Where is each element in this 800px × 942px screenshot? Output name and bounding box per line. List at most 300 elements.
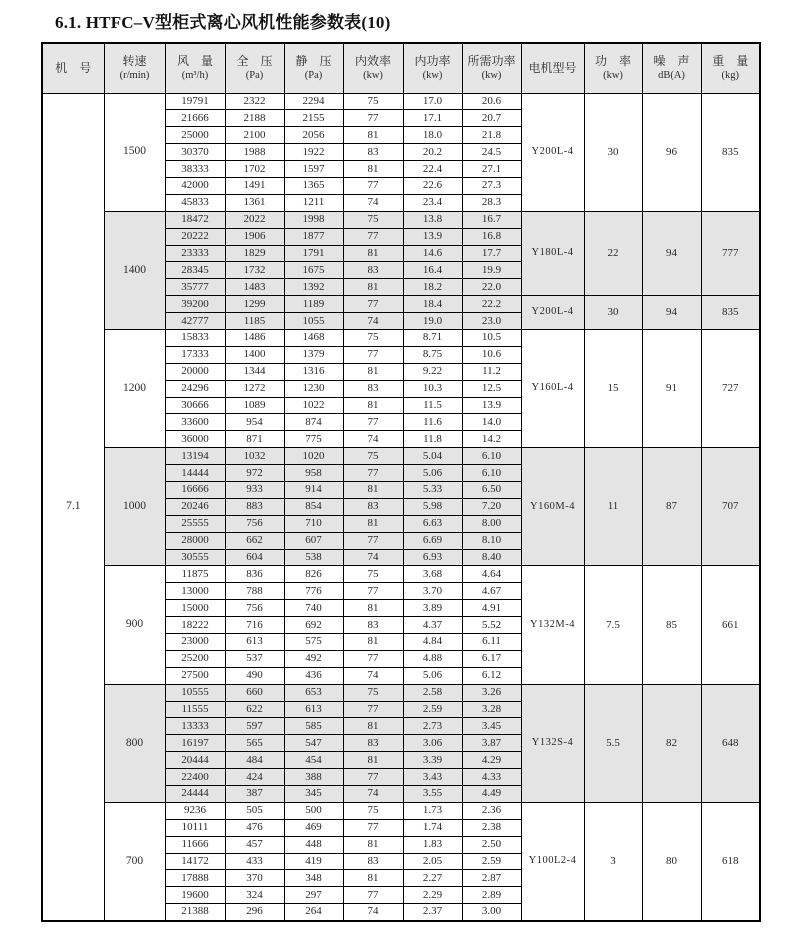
internal-power-cell: 2.73 bbox=[403, 718, 462, 735]
required-power-cell: 4.64 bbox=[462, 566, 521, 583]
total-pressure-cell: 1829 bbox=[225, 245, 284, 262]
total-pressure-cell: 565 bbox=[225, 735, 284, 752]
static-pressure-cell: 2056 bbox=[284, 127, 343, 144]
required-power-cell: 5.52 bbox=[462, 617, 521, 634]
efficiency-cell: 74 bbox=[343, 431, 403, 448]
required-power-cell: 6.10 bbox=[462, 448, 521, 465]
required-power-cell: 10.6 bbox=[462, 346, 521, 363]
required-power-cell: 3.45 bbox=[462, 718, 521, 735]
weight-cell: 661 bbox=[701, 566, 760, 684]
total-pressure-cell: 2100 bbox=[225, 127, 284, 144]
table-header bbox=[42, 43, 760, 93]
speed-cell: 1200 bbox=[104, 329, 165, 447]
efficiency-cell: 77 bbox=[343, 296, 403, 313]
noise-cell: 91 bbox=[642, 329, 701, 447]
static-pressure-cell: 740 bbox=[284, 600, 343, 617]
header-efficiency-label: 内效率 bbox=[354, 54, 391, 69]
header-motor-model-label: 电机型号 bbox=[528, 60, 577, 75]
efficiency-cell: 77 bbox=[343, 110, 403, 127]
header-efficiency bbox=[343, 43, 403, 93]
header-flow bbox=[165, 43, 225, 93]
flow-cell: 33600 bbox=[165, 414, 225, 431]
flow-cell: 25200 bbox=[165, 650, 225, 667]
efficiency-cell: 81 bbox=[343, 515, 403, 532]
static-pressure-cell: 2155 bbox=[284, 110, 343, 127]
internal-power-cell: 14.6 bbox=[403, 245, 462, 262]
flow-cell: 20444 bbox=[165, 752, 225, 769]
total-pressure-cell: 2022 bbox=[225, 211, 284, 228]
static-pressure-cell: 1922 bbox=[284, 144, 343, 161]
total-pressure-cell: 1361 bbox=[225, 194, 284, 211]
static-pressure-cell: 1189 bbox=[284, 296, 343, 313]
flow-cell: 17888 bbox=[165, 870, 225, 887]
internal-power-cell: 13.9 bbox=[403, 228, 462, 245]
total-pressure-cell: 424 bbox=[225, 769, 284, 786]
internal-power-cell: 3.43 bbox=[403, 769, 462, 786]
motor-model-cell: Y200L-4 bbox=[521, 93, 584, 211]
internal-power-cell: 4.88 bbox=[403, 650, 462, 667]
flow-cell: 42777 bbox=[165, 313, 225, 330]
internal-power-cell: 2.37 bbox=[403, 904, 462, 921]
header-machine-no-label: 机 号 bbox=[55, 60, 92, 75]
motor-model-cell: Y132M-4 bbox=[521, 566, 584, 684]
flow-cell: 24296 bbox=[165, 380, 225, 397]
required-power-cell: 23.0 bbox=[462, 313, 521, 330]
total-pressure-cell: 716 bbox=[225, 617, 284, 634]
machine-no-cell: 7.1 bbox=[42, 93, 104, 921]
flow-cell: 38333 bbox=[165, 161, 225, 178]
efficiency-cell: 75 bbox=[343, 329, 403, 346]
total-pressure-cell: 387 bbox=[225, 786, 284, 803]
required-power-cell: 19.9 bbox=[462, 262, 521, 279]
speed-cell: 900 bbox=[104, 566, 165, 684]
static-pressure-cell: 854 bbox=[284, 498, 343, 515]
flow-cell: 18472 bbox=[165, 211, 225, 228]
total-pressure-cell: 457 bbox=[225, 836, 284, 853]
speed-cell: 800 bbox=[104, 684, 165, 802]
static-pressure-cell: 500 bbox=[284, 802, 343, 819]
internal-power-cell: 3.68 bbox=[403, 566, 462, 583]
efficiency-cell: 74 bbox=[343, 549, 403, 566]
efficiency-cell: 83 bbox=[343, 735, 403, 752]
flow-cell: 15000 bbox=[165, 600, 225, 617]
internal-power-cell: 17.0 bbox=[403, 93, 462, 110]
internal-power-cell: 9.22 bbox=[403, 363, 462, 380]
header-total-pressure-label: 全 压 bbox=[236, 54, 273, 69]
internal-power-cell: 18.4 bbox=[403, 296, 462, 313]
internal-power-cell: 11.8 bbox=[403, 431, 462, 448]
internal-power-cell: 3.55 bbox=[403, 786, 462, 803]
efficiency-cell: 81 bbox=[343, 870, 403, 887]
total-pressure-cell: 505 bbox=[225, 802, 284, 819]
efficiency-cell: 81 bbox=[343, 245, 403, 262]
internal-power-cell: 4.84 bbox=[403, 634, 462, 651]
static-pressure-cell: 388 bbox=[284, 769, 343, 786]
header-motor-model bbox=[521, 43, 584, 93]
total-pressure-cell: 433 bbox=[225, 853, 284, 870]
internal-power-cell: 11.5 bbox=[403, 397, 462, 414]
static-pressure-cell: 958 bbox=[284, 465, 343, 482]
motor-model-cell: Y100L2-4 bbox=[521, 802, 584, 920]
static-pressure-cell: 264 bbox=[284, 904, 343, 921]
efficiency-cell: 74 bbox=[343, 194, 403, 211]
table-row bbox=[42, 448, 760, 465]
required-power-cell: 21.8 bbox=[462, 127, 521, 144]
efficiency-cell: 81 bbox=[343, 752, 403, 769]
static-pressure-cell: 1597 bbox=[284, 161, 343, 178]
internal-power-cell: 2.29 bbox=[403, 887, 462, 904]
static-pressure-cell: 826 bbox=[284, 566, 343, 583]
required-power-cell: 6.12 bbox=[462, 667, 521, 684]
required-power-cell: 4.67 bbox=[462, 583, 521, 600]
table-body bbox=[42, 93, 760, 921]
internal-power-cell: 13.8 bbox=[403, 211, 462, 228]
internal-power-cell: 5.04 bbox=[403, 448, 462, 465]
internal-power-cell: 1.73 bbox=[403, 802, 462, 819]
flow-cell: 16197 bbox=[165, 735, 225, 752]
total-pressure-cell: 1089 bbox=[225, 397, 284, 414]
internal-power-cell: 2.27 bbox=[403, 870, 462, 887]
weight-cell: 777 bbox=[701, 211, 760, 295]
flow-cell: 42000 bbox=[165, 177, 225, 194]
efficiency-cell: 77 bbox=[343, 414, 403, 431]
header-flow-unit: (m³/h) bbox=[181, 70, 209, 82]
noise-cell: 94 bbox=[642, 296, 701, 330]
weight-cell: 707 bbox=[701, 448, 760, 566]
static-pressure-cell: 613 bbox=[284, 701, 343, 718]
header-noise-unit: dB(A) bbox=[658, 70, 685, 82]
required-power-cell: 16.7 bbox=[462, 211, 521, 228]
required-power-cell: 2.89 bbox=[462, 887, 521, 904]
header-speed-label: 转速 bbox=[122, 54, 147, 69]
speed-cell: 1500 bbox=[104, 93, 165, 211]
efficiency-cell: 81 bbox=[343, 634, 403, 651]
header-required-power-unit: (kw) bbox=[481, 70, 502, 82]
table-row bbox=[42, 211, 760, 228]
efficiency-cell: 77 bbox=[343, 769, 403, 786]
total-pressure-cell: 1988 bbox=[225, 144, 284, 161]
table-row bbox=[42, 684, 760, 701]
flow-cell: 35777 bbox=[165, 279, 225, 296]
internal-power-cell: 6.63 bbox=[403, 515, 462, 532]
static-pressure-cell: 914 bbox=[284, 481, 343, 498]
static-pressure-cell: 710 bbox=[284, 515, 343, 532]
motor-model-cell: Y180L-4 bbox=[521, 211, 584, 295]
speed-cell: 700 bbox=[104, 802, 165, 920]
required-power-cell: 2.38 bbox=[462, 819, 521, 836]
internal-power-cell: 8.71 bbox=[403, 329, 462, 346]
required-power-cell: 4.91 bbox=[462, 600, 521, 617]
flow-cell: 23333 bbox=[165, 245, 225, 262]
efficiency-cell: 77 bbox=[343, 650, 403, 667]
required-power-cell: 8.40 bbox=[462, 549, 521, 566]
header-internal-power-label: 内功率 bbox=[414, 54, 451, 69]
flow-cell: 30666 bbox=[165, 397, 225, 414]
total-pressure-cell: 788 bbox=[225, 583, 284, 600]
efficiency-cell: 74 bbox=[343, 667, 403, 684]
static-pressure-cell: 345 bbox=[284, 786, 343, 803]
internal-power-cell: 4.37 bbox=[403, 617, 462, 634]
total-pressure-cell: 756 bbox=[225, 600, 284, 617]
weight-cell: 618 bbox=[701, 802, 760, 920]
total-pressure-cell: 622 bbox=[225, 701, 284, 718]
total-pressure-cell: 756 bbox=[225, 515, 284, 532]
header-total-pressure bbox=[225, 43, 284, 93]
flow-cell: 28000 bbox=[165, 532, 225, 549]
flow-cell: 20246 bbox=[165, 498, 225, 515]
internal-power-cell: 5.06 bbox=[403, 465, 462, 482]
total-pressure-cell: 296 bbox=[225, 904, 284, 921]
efficiency-cell: 77 bbox=[343, 701, 403, 718]
efficiency-cell: 81 bbox=[343, 279, 403, 296]
fan-performance-table bbox=[41, 42, 761, 922]
header-noise-label: 噪 声 bbox=[653, 54, 690, 69]
required-power-cell: 3.26 bbox=[462, 684, 521, 701]
efficiency-cell: 74 bbox=[343, 313, 403, 330]
header-total-pressure-unit: (Pa) bbox=[245, 70, 264, 82]
required-power-cell: 22.2 bbox=[462, 296, 521, 313]
internal-power-cell: 5.33 bbox=[403, 481, 462, 498]
static-pressure-cell: 585 bbox=[284, 718, 343, 735]
flow-cell: 13194 bbox=[165, 448, 225, 465]
motor-power-cell: 5.5 bbox=[584, 684, 642, 802]
total-pressure-cell: 836 bbox=[225, 566, 284, 583]
efficiency-cell: 81 bbox=[343, 363, 403, 380]
efficiency-cell: 77 bbox=[343, 465, 403, 482]
noise-cell: 94 bbox=[642, 211, 701, 295]
flow-cell: 25000 bbox=[165, 127, 225, 144]
internal-power-cell: 3.39 bbox=[403, 752, 462, 769]
motor-model-cell: Y160M-4 bbox=[521, 448, 584, 566]
required-power-cell: 12.5 bbox=[462, 380, 521, 397]
static-pressure-cell: 1379 bbox=[284, 346, 343, 363]
noise-cell: 80 bbox=[642, 802, 701, 920]
total-pressure-cell: 1483 bbox=[225, 279, 284, 296]
internal-power-cell: 6.69 bbox=[403, 532, 462, 549]
flow-cell: 45833 bbox=[165, 194, 225, 211]
noise-cell: 87 bbox=[642, 448, 701, 566]
internal-power-cell: 22.4 bbox=[403, 161, 462, 178]
header-motor-power-unit: (kw) bbox=[603, 70, 623, 82]
static-pressure-cell: 2294 bbox=[284, 93, 343, 110]
static-pressure-cell: 538 bbox=[284, 549, 343, 566]
header-flow-label: 风 量 bbox=[176, 54, 213, 69]
total-pressure-cell: 613 bbox=[225, 634, 284, 651]
flow-cell: 19791 bbox=[165, 93, 225, 110]
efficiency-cell: 83 bbox=[343, 498, 403, 515]
required-power-cell: 6.17 bbox=[462, 650, 521, 667]
required-power-cell: 6.50 bbox=[462, 481, 521, 498]
static-pressure-cell: 547 bbox=[284, 735, 343, 752]
flow-cell: 11875 bbox=[165, 566, 225, 583]
flow-cell: 28345 bbox=[165, 262, 225, 279]
static-pressure-cell: 1468 bbox=[284, 329, 343, 346]
internal-power-cell: 23.4 bbox=[403, 194, 462, 211]
flow-cell: 20000 bbox=[165, 363, 225, 380]
efficiency-cell: 77 bbox=[343, 583, 403, 600]
flow-cell: 18222 bbox=[165, 617, 225, 634]
header-static-pressure-unit: (Pa) bbox=[304, 70, 323, 82]
total-pressure-cell: 1344 bbox=[225, 363, 284, 380]
flow-cell: 13000 bbox=[165, 583, 225, 600]
total-pressure-cell: 954 bbox=[225, 414, 284, 431]
efficiency-cell: 77 bbox=[343, 177, 403, 194]
flow-cell: 24444 bbox=[165, 786, 225, 803]
efficiency-cell: 83 bbox=[343, 853, 403, 870]
header-motor-power-label: 功 率 bbox=[594, 54, 631, 69]
internal-power-cell: 3.89 bbox=[403, 600, 462, 617]
header-speed bbox=[104, 43, 165, 93]
internal-power-cell: 20.2 bbox=[403, 144, 462, 161]
total-pressure-cell: 370 bbox=[225, 870, 284, 887]
static-pressure-cell: 1675 bbox=[284, 262, 343, 279]
efficiency-cell: 77 bbox=[343, 819, 403, 836]
static-pressure-cell: 419 bbox=[284, 853, 343, 870]
header-weight-label: 重 量 bbox=[712, 54, 749, 69]
total-pressure-cell: 1185 bbox=[225, 313, 284, 330]
static-pressure-cell: 469 bbox=[284, 819, 343, 836]
header-weight-unit: (kg) bbox=[721, 70, 739, 82]
total-pressure-cell: 2322 bbox=[225, 93, 284, 110]
header-row bbox=[42, 43, 760, 93]
flow-cell: 11666 bbox=[165, 836, 225, 853]
total-pressure-cell: 972 bbox=[225, 465, 284, 482]
efficiency-cell: 81 bbox=[343, 718, 403, 735]
total-pressure-cell: 1299 bbox=[225, 296, 284, 313]
efficiency-cell: 74 bbox=[343, 904, 403, 921]
internal-power-cell: 16.4 bbox=[403, 262, 462, 279]
motor-power-cell: 30 bbox=[584, 93, 642, 211]
flow-cell: 30555 bbox=[165, 549, 225, 566]
total-pressure-cell: 660 bbox=[225, 684, 284, 701]
motor-power-cell: 7.5 bbox=[584, 566, 642, 684]
flow-cell: 14444 bbox=[165, 465, 225, 482]
total-pressure-cell: 662 bbox=[225, 532, 284, 549]
weight-cell: 727 bbox=[701, 329, 760, 447]
total-pressure-cell: 883 bbox=[225, 498, 284, 515]
static-pressure-cell: 297 bbox=[284, 887, 343, 904]
efficiency-cell: 75 bbox=[343, 684, 403, 701]
efficiency-cell: 81 bbox=[343, 836, 403, 853]
motor-power-cell: 30 bbox=[584, 296, 642, 330]
total-pressure-cell: 1702 bbox=[225, 161, 284, 178]
static-pressure-cell: 1392 bbox=[284, 279, 343, 296]
static-pressure-cell: 1020 bbox=[284, 448, 343, 465]
efficiency-cell: 77 bbox=[343, 346, 403, 363]
efficiency-cell: 75 bbox=[343, 448, 403, 465]
required-power-cell: 14.0 bbox=[462, 414, 521, 431]
static-pressure-cell: 448 bbox=[284, 836, 343, 853]
internal-power-cell: 3.06 bbox=[403, 735, 462, 752]
total-pressure-cell: 871 bbox=[225, 431, 284, 448]
internal-power-cell: 2.58 bbox=[403, 684, 462, 701]
efficiency-cell: 81 bbox=[343, 600, 403, 617]
flow-cell: 21666 bbox=[165, 110, 225, 127]
required-power-cell: 4.29 bbox=[462, 752, 521, 769]
static-pressure-cell: 454 bbox=[284, 752, 343, 769]
static-pressure-cell: 1791 bbox=[284, 245, 343, 262]
static-pressure-cell: 1022 bbox=[284, 397, 343, 414]
required-power-cell: 27.1 bbox=[462, 161, 521, 178]
motor-power-cell: 3 bbox=[584, 802, 642, 920]
efficiency-cell: 83 bbox=[343, 144, 403, 161]
required-power-cell: 17.7 bbox=[462, 245, 521, 262]
required-power-cell: 16.8 bbox=[462, 228, 521, 245]
weight-cell: 835 bbox=[701, 93, 760, 211]
required-power-cell: 8.00 bbox=[462, 515, 521, 532]
speed-cell: 1400 bbox=[104, 211, 165, 329]
efficiency-cell: 81 bbox=[343, 161, 403, 178]
required-power-cell: 14.2 bbox=[462, 431, 521, 448]
required-power-cell: 6.11 bbox=[462, 634, 521, 651]
static-pressure-cell: 607 bbox=[284, 532, 343, 549]
internal-power-cell: 3.70 bbox=[403, 583, 462, 600]
internal-power-cell: 19.0 bbox=[403, 313, 462, 330]
motor-power-cell: 22 bbox=[584, 211, 642, 295]
header-motor-power bbox=[584, 43, 642, 93]
efficiency-cell: 81 bbox=[343, 397, 403, 414]
total-pressure-cell: 476 bbox=[225, 819, 284, 836]
header-required-power bbox=[462, 43, 521, 93]
internal-power-cell: 2.59 bbox=[403, 701, 462, 718]
efficiency-cell: 75 bbox=[343, 566, 403, 583]
internal-power-cell: 18.2 bbox=[403, 279, 462, 296]
motor-model-cell: Y200L-4 bbox=[521, 296, 584, 330]
header-internal-power bbox=[403, 43, 462, 93]
total-pressure-cell: 324 bbox=[225, 887, 284, 904]
page-title: 6.1. HTFC–V型柜式离心风机性能参数表(10) bbox=[55, 13, 391, 32]
flow-cell: 27500 bbox=[165, 667, 225, 684]
header-noise bbox=[642, 43, 701, 93]
required-power-cell: 7.20 bbox=[462, 498, 521, 515]
total-pressure-cell: 490 bbox=[225, 667, 284, 684]
internal-power-cell: 1.83 bbox=[403, 836, 462, 853]
static-pressure-cell: 874 bbox=[284, 414, 343, 431]
static-pressure-cell: 492 bbox=[284, 650, 343, 667]
required-power-cell: 3.87 bbox=[462, 735, 521, 752]
speed-cell: 1000 bbox=[104, 448, 165, 566]
internal-power-cell: 10.3 bbox=[403, 380, 462, 397]
flow-cell: 11555 bbox=[165, 701, 225, 718]
efficiency-cell: 75 bbox=[343, 211, 403, 228]
header-internal-power-unit: (kw) bbox=[422, 70, 443, 82]
static-pressure-cell: 1230 bbox=[284, 380, 343, 397]
weight-cell: 835 bbox=[701, 296, 760, 330]
static-pressure-cell: 1998 bbox=[284, 211, 343, 228]
weight-cell: 648 bbox=[701, 684, 760, 802]
internal-power-cell: 11.6 bbox=[403, 414, 462, 431]
flow-cell: 10111 bbox=[165, 819, 225, 836]
flow-cell: 16666 bbox=[165, 481, 225, 498]
static-pressure-cell: 436 bbox=[284, 667, 343, 684]
flow-cell: 14172 bbox=[165, 853, 225, 870]
internal-power-cell: 2.05 bbox=[403, 853, 462, 870]
static-pressure-cell: 775 bbox=[284, 431, 343, 448]
internal-power-cell: 17.1 bbox=[403, 110, 462, 127]
efficiency-cell: 81 bbox=[343, 481, 403, 498]
total-pressure-cell: 1272 bbox=[225, 380, 284, 397]
header-speed-unit: (r/min) bbox=[119, 70, 150, 82]
motor-model-cell: Y132S-4 bbox=[521, 684, 584, 802]
table-row bbox=[42, 566, 760, 583]
required-power-cell: 8.10 bbox=[462, 532, 521, 549]
internal-power-cell: 8.75 bbox=[403, 346, 462, 363]
efficiency-cell: 77 bbox=[343, 228, 403, 245]
flow-cell: 9236 bbox=[165, 802, 225, 819]
static-pressure-cell: 653 bbox=[284, 684, 343, 701]
efficiency-cell: 83 bbox=[343, 262, 403, 279]
required-power-cell: 2.50 bbox=[462, 836, 521, 853]
